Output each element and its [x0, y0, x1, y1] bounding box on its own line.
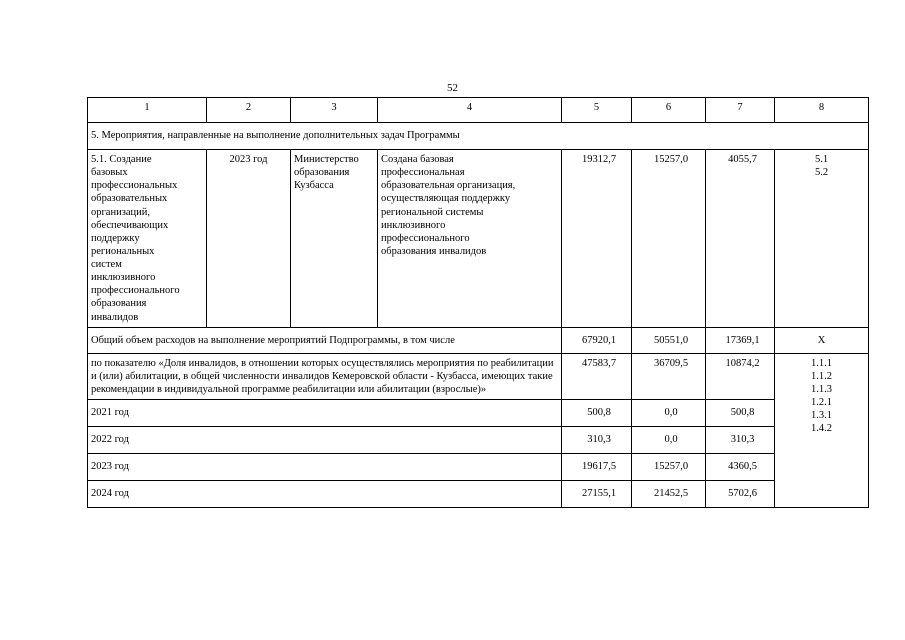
year-col6: 0,0	[632, 400, 706, 427]
activity-name: 5.1. Создание базовых профессиональных образовательных организаций, обеспечивающих поддержку региональных систем инклюзивного профессионального образования инвалидов	[88, 150, 207, 328]
section-row	[88, 123, 869, 150]
year-row	[88, 427, 869, 454]
indicator-label: по показателю «Доля инвалидов, в отношении которых осуществлялись мероприятия по реабилитации и (или) абилитации, в общей численности инвалидов Кемеровской области - Кузбасса, имеющих такие рекомендации в индивидуальной программе реабилитации или абилитации (взрослые)»	[88, 353, 562, 399]
activity-result: Создана базовая профессиональная образовательная организация, осуществляющая поддержку региональной системы инклюзивного профессионального образования инвалидов	[378, 150, 562, 328]
indicator-row	[88, 353, 869, 399]
activity-row	[88, 150, 869, 328]
column-number: 7	[706, 98, 775, 123]
activity-col6: 15257,0	[632, 150, 706, 328]
year-label: 2021 год	[88, 400, 562, 427]
year-col6: 21452,5	[632, 481, 706, 508]
column-number: 4	[378, 98, 562, 123]
indicator-total: 47583,7	[562, 353, 632, 399]
column-number-row	[88, 98, 869, 123]
page-number: 52	[447, 82, 458, 94]
year-col7: 4360,5	[706, 454, 775, 481]
section-title: 5. Мероприятия, направленные на выполнение дополнительных задач Программы	[88, 123, 869, 150]
activity-col7: 4055,7	[706, 150, 775, 328]
indicator-col7: 10874,2	[706, 353, 775, 399]
year-total: 19617,5	[562, 454, 632, 481]
year-col7: 500,8	[706, 400, 775, 427]
column-number: 1	[88, 98, 207, 123]
year-row	[88, 400, 869, 427]
activity-indicators: 5.1 5.2	[775, 150, 869, 328]
year-col7: 5702,6	[706, 481, 775, 508]
year-col7: 310,3	[706, 427, 775, 454]
column-number: 5	[562, 98, 632, 123]
column-number: 8	[775, 98, 869, 123]
total-col7: 17369,1	[706, 327, 775, 353]
activity-total: 19312,7	[562, 150, 632, 328]
year-label: 2022 год	[88, 427, 562, 454]
year-total: 27155,1	[562, 481, 632, 508]
total-col6: 50551,0	[632, 327, 706, 353]
column-number: 2	[207, 98, 291, 123]
indicator-codes: 1.1.1 1.1.2 1.1.3 1.2.1 1.3.1 1.4.2	[775, 353, 869, 507]
total-label: Общий объем расходов на выполнение мероприятий Подпрограммы, в том числе	[88, 327, 562, 353]
year-label: 2023 год	[88, 454, 562, 481]
year-row	[88, 481, 869, 508]
column-number: 3	[291, 98, 378, 123]
program-table	[87, 97, 869, 508]
total-row	[88, 327, 869, 353]
year-total: 310,3	[562, 427, 632, 454]
year-row	[88, 454, 869, 481]
year-col6: 0,0	[632, 427, 706, 454]
column-number: 6	[632, 98, 706, 123]
activity-year: 2023 год	[207, 150, 291, 328]
total-indicators: X	[775, 327, 869, 353]
indicator-col6: 36709,5	[632, 353, 706, 399]
year-label: 2024 год	[88, 481, 562, 508]
activity-executor: Министерство образования Кузбасса	[291, 150, 378, 328]
year-col6: 15257,0	[632, 454, 706, 481]
total-sum: 67920,1	[562, 327, 632, 353]
year-total: 500,8	[562, 400, 632, 427]
